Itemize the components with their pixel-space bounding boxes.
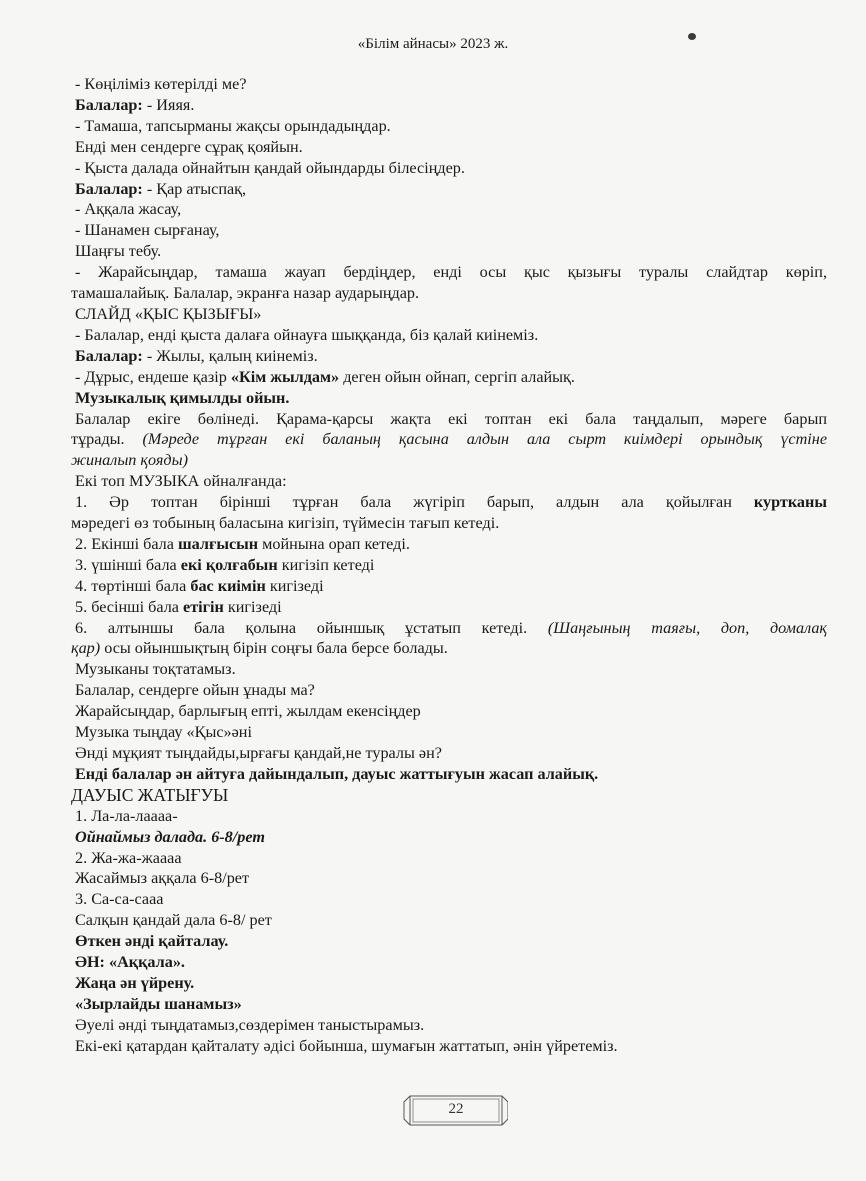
text-segment: 6. алтыншы бала қолына ойыншық ұстатып кетеді. bbox=[75, 618, 548, 637]
text-segment: - Қыста далада ойнайтын қандай ойындарды білесіңдер. bbox=[75, 158, 465, 177]
text-segment: 3. Са-са-саaa bbox=[75, 890, 164, 909]
text-line bbox=[75, 367, 827, 388]
text-segment: - Балалар, енді қыста далаға ойнауға шыққанда, біз қалай киінеміз. bbox=[75, 325, 539, 344]
text-line bbox=[75, 220, 827, 241]
text-line bbox=[75, 116, 827, 137]
text-line bbox=[75, 868, 827, 889]
text-line bbox=[75, 179, 827, 200]
document-body bbox=[71, 74, 828, 1057]
text-segment: Әуелі әнді тыңдатамыз,сөздерімен таныстырамыз. bbox=[75, 1015, 425, 1034]
text-segment: Жаңа ән үйрену. bbox=[75, 973, 195, 992]
text-line bbox=[75, 388, 827, 409]
text-segment: - Дұрыс, ендеше қазір bbox=[75, 367, 231, 386]
text-segment: тамашалайық. Балалар, экранға назар аударыңдар. bbox=[71, 284, 420, 303]
text-segment: бас киімін bbox=[190, 576, 266, 595]
page-number: 22 bbox=[448, 1101, 464, 1117]
text-line bbox=[75, 806, 827, 827]
text-line bbox=[75, 973, 827, 994]
text-line bbox=[75, 471, 827, 492]
text-segment: куртканы bbox=[753, 493, 827, 512]
text-segment: кигізіп кетеді bbox=[277, 555, 375, 574]
text-line bbox=[75, 576, 827, 597]
text-segment: - Шанамен сырғанау, bbox=[75, 221, 220, 240]
text-line bbox=[75, 680, 827, 701]
text-segment: мәредегі өз тобының баласына кигізіп, түймесін тағып кетеді. bbox=[71, 514, 500, 533]
text-line bbox=[75, 158, 827, 179]
text-segment: 3. үшінші бала bbox=[75, 555, 181, 574]
text-line bbox=[75, 1015, 827, 1036]
text-segment: 5. бесінші бала bbox=[75, 597, 184, 616]
text-segment: Өткен әнді қайталау. bbox=[75, 932, 229, 951]
text-segment: Енді мен сендерге сұрақ қояйын. bbox=[75, 137, 303, 156]
text-segment: Әнді мұқият тыңдайды,ырғағы қандай,не туралы ән? bbox=[75, 744, 442, 762]
text-line bbox=[71, 785, 827, 806]
text-line bbox=[75, 346, 827, 367]
text-segment: 2. Жа-жа-жаааа bbox=[75, 848, 182, 867]
text-segment: Музыка тыңдау «Қыс»әні bbox=[75, 723, 252, 742]
text-segment: осы ойыншықтың бірін соңғы бала берсе болады. bbox=[100, 639, 448, 658]
text-segment: - Ияяя. bbox=[146, 95, 195, 114]
text-line bbox=[75, 889, 827, 910]
text-line bbox=[75, 701, 827, 722]
text-line bbox=[75, 555, 827, 576]
text-line bbox=[75, 534, 827, 555]
text-segment: кигізеді bbox=[223, 597, 282, 616]
text-segment: - Тамаша, тапсырманы жақсы орындадыңдар. bbox=[75, 116, 391, 135]
text-line bbox=[75, 262, 827, 283]
text-segment: Балалар, сендерге ойын ұнады ма? bbox=[75, 681, 315, 700]
text-segment: шалғысын bbox=[177, 534, 259, 553]
text-segment: ӘН: «Аққала». bbox=[75, 953, 185, 972]
text-segment: Балалар: bbox=[75, 95, 147, 114]
text-segment: СЛАЙД «ҚЫС ҚЫЗЫҒЫ» bbox=[75, 304, 262, 323]
text-segment: Жарайсыңдар, барлығың епті, жылдам екенсіңдер bbox=[75, 702, 421, 721]
text-segment: деген ойын ойнап, сергіп алайық. bbox=[339, 367, 575, 386]
text-segment: - Жарайсыңдар, тамаша жауап бердіңдер, енді осы қыс қызығы туралы слайдтар көріп, bbox=[75, 263, 827, 282]
text-segment: (Шаңғының таяғы, доп, домалақ bbox=[547, 618, 828, 637]
text-line bbox=[75, 199, 827, 220]
text-segment: - Аққала жасау, bbox=[75, 200, 182, 219]
text-segment: Музыканы тоқтатамыз. bbox=[75, 660, 236, 679]
text-line bbox=[75, 597, 827, 618]
text-segment: - Көңіліміз көтерілді ме? bbox=[75, 75, 247, 93]
text-segment: Балалар: bbox=[75, 346, 147, 365]
text-segment: Балалар: bbox=[75, 179, 147, 198]
text-line bbox=[75, 492, 827, 513]
text-line bbox=[75, 994, 827, 1015]
text-segment: тұрады. bbox=[71, 430, 143, 449]
text-segment: Шаңғы тебу. bbox=[75, 242, 162, 261]
text-segment: 1. Әр топтан бірінші тұрған бала жүгіріп барып, алдын ала қойылған bbox=[75, 493, 754, 512]
text-segment: Жасаймыз аққала 6-8/рет bbox=[75, 869, 250, 888]
text-segment: «Кім жылдам» bbox=[230, 367, 340, 386]
text-segment: - Қар атыспақ, bbox=[146, 179, 247, 198]
text-line bbox=[75, 722, 827, 743]
text-line bbox=[71, 283, 827, 304]
text-segment: «Зырлайды шанамыз» bbox=[75, 994, 242, 1013]
text-line bbox=[71, 450, 827, 471]
text-segment: Екі-екі қатардан қайталату әдісі бойынша, шумағын жаттатып, әнін үйретеміз. bbox=[75, 1036, 618, 1055]
text-segment: ДАУЫС ЖАТЫҒУЫ bbox=[71, 784, 229, 805]
text-line bbox=[75, 910, 827, 931]
text-line bbox=[75, 409, 827, 430]
text-line bbox=[75, 325, 827, 346]
text-line bbox=[75, 618, 827, 639]
text-line bbox=[75, 827, 827, 848]
text-line bbox=[75, 659, 827, 680]
text-segment: (Мәреде тұрған екі баланың қасына алдын ала сырт киімдері орындық үстіне bbox=[142, 430, 827, 449]
text-line bbox=[75, 95, 827, 116]
text-segment: Салқын қандай дала 6-8/ рет bbox=[75, 911, 272, 930]
text-segment: Екі топ МУЗЫКА ойналғанда: bbox=[75, 472, 287, 491]
text-line bbox=[75, 74, 827, 95]
text-line bbox=[75, 137, 827, 158]
text-line bbox=[71, 429, 827, 450]
text-segment: Балалар екіге бөлінеді. Қарама-қарсы жақта екі топтан екі бала таңдалып, мәреге барып bbox=[75, 409, 827, 428]
text-line bbox=[75, 848, 827, 869]
text-segment: 4. төртінші бала bbox=[75, 576, 191, 595]
text-segment: Ойнаймыз далада. 6-8/рет bbox=[75, 827, 265, 846]
text-segment: 2. Екінші бала bbox=[75, 534, 178, 553]
journal-header: «Білім айнасы» 2023 ж. bbox=[357, 36, 509, 52]
text-line bbox=[75, 241, 827, 262]
page-number-frame bbox=[358, 1093, 508, 1129]
text-segment: Музыкалық қимылды ойын. bbox=[75, 388, 290, 407]
text-segment: мойнына орап кетеді. bbox=[258, 534, 410, 553]
text-line bbox=[75, 952, 827, 973]
text-line bbox=[75, 1036, 827, 1057]
text-segment: жиналып қояды) bbox=[71, 451, 188, 470]
text-segment: кигізеді bbox=[265, 576, 324, 595]
text-line bbox=[75, 743, 827, 764]
text-line bbox=[75, 304, 827, 325]
text-segment: қар) bbox=[71, 639, 101, 658]
text-line bbox=[71, 638, 827, 659]
text-segment: Енді балалар ән айтуға дайындалып, дауыс жаттығуын жасап алайық. bbox=[75, 764, 599, 783]
text-segment: 1. Ла-ла-лаааа- bbox=[75, 806, 178, 825]
text-segment: - Жылы, қалың киінеміз. bbox=[146, 346, 318, 365]
ink-spot bbox=[688, 33, 696, 40]
text-line bbox=[75, 931, 827, 952]
text-line bbox=[71, 513, 827, 534]
text-segment: екі қолғабын bbox=[180, 555, 278, 574]
text-line bbox=[75, 764, 827, 785]
text-segment: етігін bbox=[183, 597, 224, 616]
